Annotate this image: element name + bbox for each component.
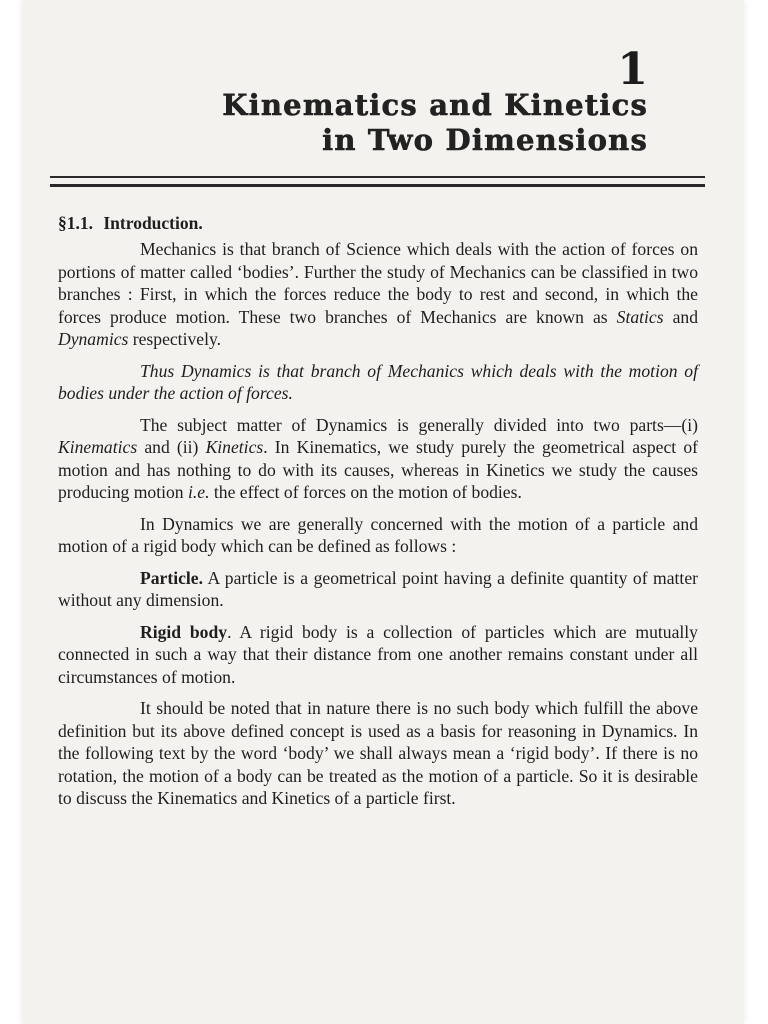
divider-rule-top bbox=[50, 176, 705, 178]
paragraph-particle-and-rigid-body-intro: In Dynamics we are generally concerned with the motion of a particle and motion of a rigid body which can be defined as follows : bbox=[58, 513, 698, 556]
paragraph-text: . In Kinematics, we study purely the geometrical aspect of motion and has nothing to do with its causes, whereas in Kinetics we study the causes producing motion bbox=[58, 437, 698, 502]
paragraph-text: respectively. bbox=[128, 329, 222, 349]
term-statics: Statics bbox=[616, 306, 664, 327]
paragraph-mechanics-definition bbox=[58, 238, 698, 351]
term-kinematics: Kinematics bbox=[58, 437, 138, 457]
term-rigid-body: Rigid body bbox=[140, 621, 228, 642]
chapter-title-line-1: Kinematics and Kinetics bbox=[222, 88, 648, 122]
abbreviation-ie: i.e. bbox=[188, 482, 210, 502]
paragraph-particle-definition bbox=[58, 567, 698, 612]
paragraph-text: The subject matter of Dynamics is generally divided into two parts—(i) bbox=[140, 414, 698, 435]
paragraph-text: and bbox=[663, 306, 698, 327]
term-kinetics: Kinetics bbox=[205, 437, 264, 457]
paragraph-text: A particle is a geometrical point having a definite quantity of matter without any dimension. bbox=[58, 567, 698, 610]
paragraph-rigid-body-note: It should be noted that in nature there is no such body which fulfill the above definition but its above defined concept is used as a basis for reasoning in Dynamics. In the following text by the word ‘body’ we shall always mean a ‘rigid body’. If there is no rotation, the motion of a body can be treated as the motion of a particle. So it is desirable to discuss the Kinematics and Kinetics of a particle first. bbox=[58, 698, 698, 808]
term-particle: Particle. bbox=[140, 567, 204, 588]
paragraph-text: the effect of forces on the motion of bodies. bbox=[209, 482, 522, 502]
paragraph-text: and (ii) bbox=[137, 437, 206, 457]
paragraph-text: . A rigid body is a collection of particles which are mutually connected in such a way that their distance from one another remains constant under all circumstances of motion. bbox=[58, 621, 698, 687]
paragraph-subject-matter bbox=[58, 414, 698, 504]
section-title: Introduction. bbox=[103, 213, 203, 233]
chapter-title-line-2: in Two Dimensions bbox=[322, 123, 648, 157]
divider-rule-bottom bbox=[50, 184, 705, 187]
title-divider bbox=[50, 176, 705, 187]
book-page bbox=[22, 0, 744, 1024]
section-number: §1.1. bbox=[58, 213, 93, 233]
chapter-title bbox=[222, 88, 648, 158]
page-body bbox=[58, 212, 698, 819]
section-heading bbox=[58, 212, 698, 234]
paragraph-dynamics-definition: Thus Dynamics is that branch of Mechanics which deals with the motion of bodies under the action of forces. bbox=[58, 360, 698, 403]
paragraph-rigid-body-definition bbox=[58, 621, 698, 689]
chapter-number: 1 bbox=[617, 44, 646, 95]
term-dynamics: Dynamics bbox=[58, 329, 129, 349]
paragraph-text: Mechanics is that branch of Science which deals with the action of forces on portions of matter called ‘bodies’. Further the study of Mechanics can be classified in two branches : First, in which the forces reduce the body to rest and second, in which the forces produce motion. These two branches of Mechanics are known as bbox=[58, 239, 698, 327]
